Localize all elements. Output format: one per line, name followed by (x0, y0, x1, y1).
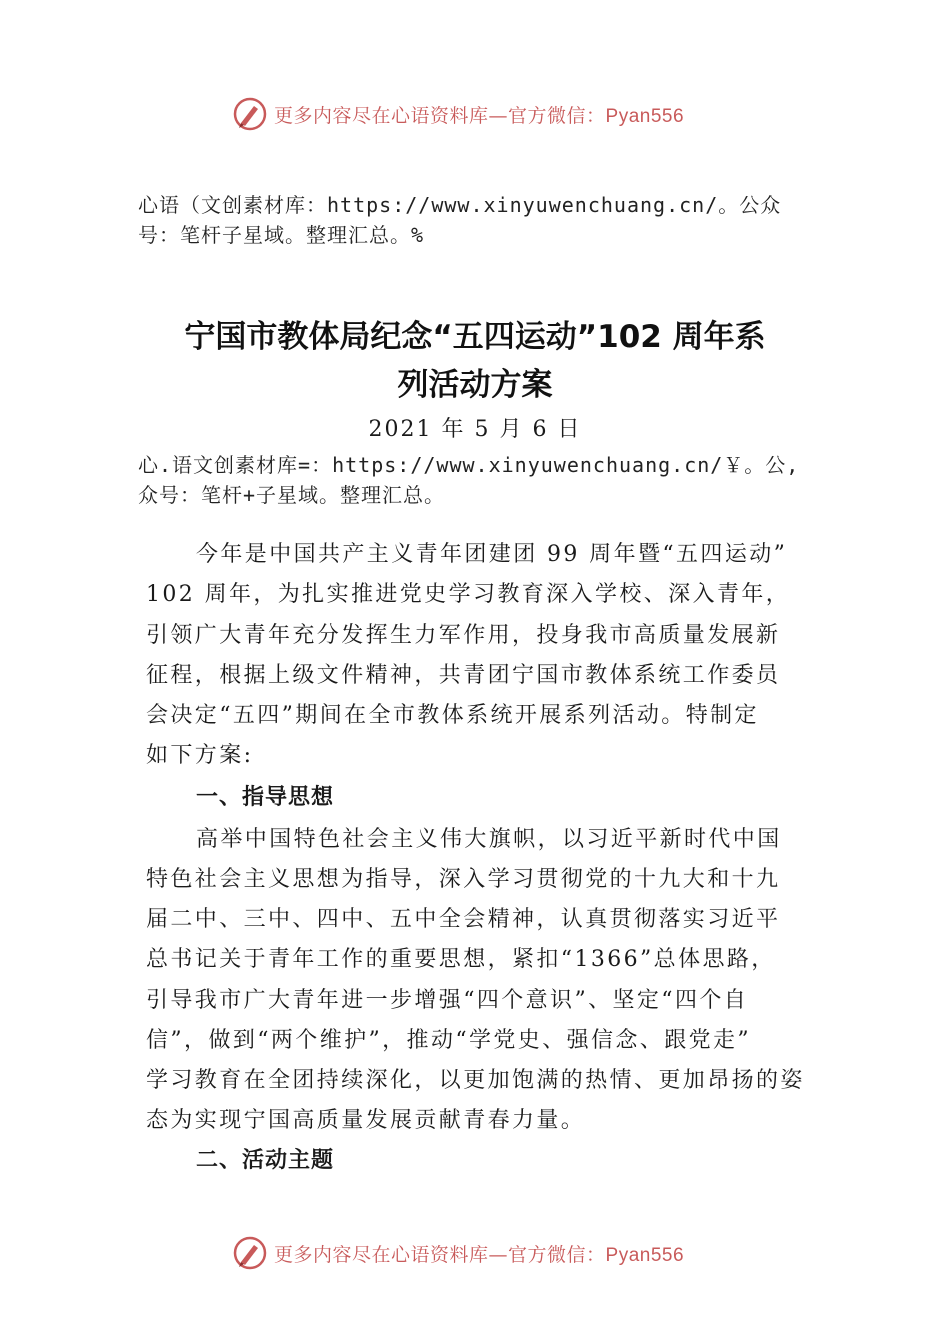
paragraph-line: 征程，根据上级文件精神，共青团宁国市教体系统工作委员 (146, 663, 781, 688)
footer-banner (0, 1233, 950, 1273)
pen-logo-icon (232, 1235, 268, 1271)
paragraph-line: 态为实现宁国高质量发展贡献青春力量。 (146, 1108, 586, 1133)
paragraph-line: 今年是中国共产主义青年团建团 99 周年暨“五四运动” (196, 542, 788, 567)
source-note-line: 心.语文创素材库=：https://www.xinyuwenchuang.cn/￥。公, (138, 453, 800, 477)
paragraph-line: 信”，做到“两个维护”，推动“学党史、强信念、跟党走” (146, 1028, 752, 1053)
paragraph-line: 会决定“五四”期间在全市教体系统开展系列活动。特制定 (146, 703, 759, 728)
wechat-handle: Pyan556 (605, 1244, 685, 1266)
page-title: 列活动方案 (397, 367, 553, 403)
pen-logo-icon (232, 96, 268, 132)
document-date: 2021 年 5 月 6 日 (368, 417, 582, 442)
paragraph-line: 高举中国特色社会主义伟大旗帜，以习近平新时代中国 (196, 827, 782, 852)
source-note-line: 众号：笔杆+子星域。整理汇总。 (138, 483, 446, 507)
banner-text (274, 101, 684, 128)
page-title: 宁国市教体局纪念“五四运动”102 周年系 (184, 319, 766, 355)
source-note-line: 心语（文创素材库：https://www.xinyuwenchuang.cn/。公众 (138, 193, 782, 217)
paragraph-line: 102 周年，为扎实推进党史学习教育深入学校、深入青年， (146, 582, 791, 607)
banner-label: 更多内容尽在心语资料库—官方微信： (274, 1243, 606, 1266)
paragraph-line: 如下方案: (146, 743, 254, 768)
paragraph-line: 引领广大青年充分发挥生力军作用，投身我市高质量发展新 (146, 623, 781, 648)
source-note-line: 号：笔杆子星域。整理汇总。% (138, 223, 425, 247)
paragraph-line: 届二中、三中、四中、五中全会精神，认真贯彻落实习近平 (146, 907, 781, 932)
paragraph-line: 特色社会主义思想为指导，深入学习贯彻党的十九大和十九 (146, 867, 781, 892)
header-banner (0, 94, 950, 134)
banner-text (274, 1240, 684, 1267)
section-heading: 一、指导思想 (196, 785, 335, 810)
paragraph-line: 总书记关于青年工作的重要思想，紧扣“1366”总体思路， (146, 947, 776, 972)
paragraph-line: 学习教育在全团持续深化，以更加饱满的热情、更加昂扬的姿 (146, 1068, 805, 1093)
banner-label: 更多内容尽在心语资料库—官方微信： (274, 104, 606, 127)
wechat-handle: Pyan556 (605, 105, 685, 127)
paragraph-line: 引导我市广大青年进一步增强“四个意识”、坚定“四个自 (146, 988, 749, 1013)
section-heading: 二、活动主题 (196, 1148, 335, 1173)
